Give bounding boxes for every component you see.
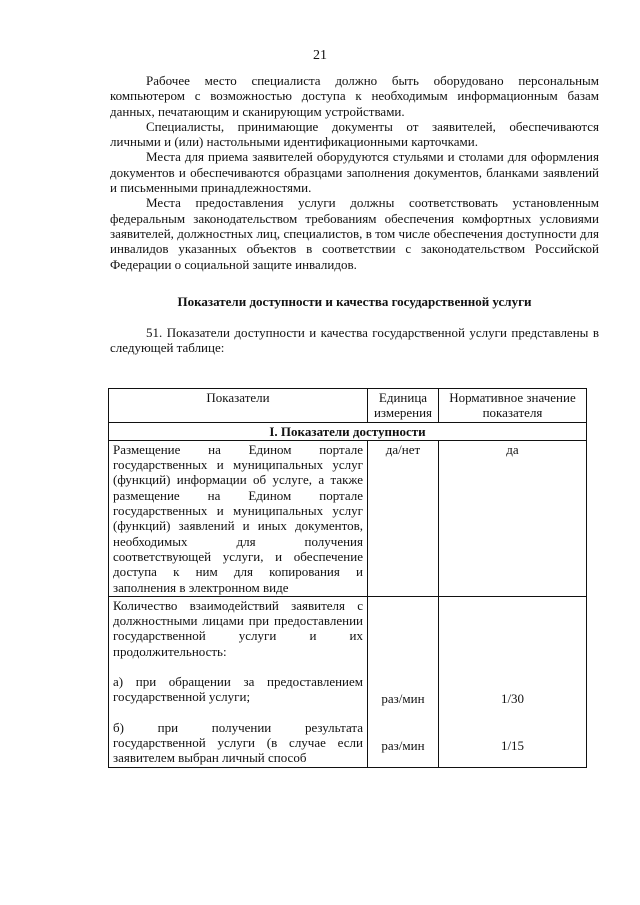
row-2-norm — [439, 596, 587, 767]
paragraph-workplace: Рабочее место специалиста должно быть оборудовано персональным компьютером с возможностью доступа к необходимым информационным базам данных, печатающим и сканирующим устройствами. — [110, 73, 599, 119]
row-2-indicator — [109, 596, 368, 767]
paragraph-accessibility: Места предоставления услуги должны соответствовать установленным федеральным законодательством требованиям обеспечения комфортных условиями заявителей, должностных лиц, специалистов, в том числе обеспечения доступности для инвалидов указанных объектов в соответствии с законодательством Российской Федерации о социальной защите инвалидов. — [110, 195, 599, 272]
row-2-unit — [368, 596, 439, 767]
header-unit: Единица измерения — [368, 389, 439, 423]
paragraph-51: 51. Показатели доступности и качества государственной услуги представлены в следующей таблице: — [110, 325, 599, 356]
table-row — [109, 596, 587, 767]
row-2-intro: Количество взаимодействий заявителя с должностными лицами при предоставлении государственной услуги и их продолжительность: — [113, 597, 363, 659]
row-1-unit: да/нет — [368, 440, 439, 596]
table-header-row — [109, 389, 587, 423]
header-norm: Нормативное значение показателя — [439, 389, 587, 423]
table-row — [109, 440, 587, 596]
row-2-item-b-unit: раз/мин — [381, 738, 425, 754]
row-2-item-b-norm: 1/15 — [500, 738, 525, 754]
row-2-item-a: а) при обращении за предоставлением государственной услуги; — [113, 674, 363, 705]
paragraph-reception: Места для приема заявителей оборудуются стульями и столами для оформления документов и обеспечиваются образцами заполнения документов, бланками заявлений и письменными принадлежностями. — [110, 149, 599, 196]
indicators-table — [108, 388, 587, 768]
section-heading: Показатели доступности и качества государственной услуги — [177, 293, 532, 309]
row-2-item-b: б) при получении результата государственной услуги (в случае если заявителем выбран личный способ — [113, 719, 363, 766]
header-indicator: Показатели — [109, 389, 368, 423]
row-2-item-a-unit: раз/мин — [381, 690, 425, 706]
paragraph-specialists: Специалисты, принимающие документы от заявителей, обеспечиваются личными и (или) настольными идентификационными карточками. — [110, 118, 599, 150]
row-1-indicator: Размещение на Едином портале государственных и муниципальных услуг (функций) информации об услуге, а также размещение на Едином портале государственных и муниципальных услуг (функций) заявлений и иных документов, необходимых для получения соответствующей услуги, и обеспечение доступа к ним для копирования и заполнения в электронном виде — [109, 440, 368, 596]
group-heading: I. Показатели доступности — [109, 422, 587, 440]
row-2-item-a-norm: 1/30 — [500, 690, 525, 706]
page-number: 21 — [313, 48, 327, 63]
body-text — [110, 73, 599, 356]
table-group-row — [109, 422, 587, 440]
row-1-norm: да — [439, 440, 587, 596]
